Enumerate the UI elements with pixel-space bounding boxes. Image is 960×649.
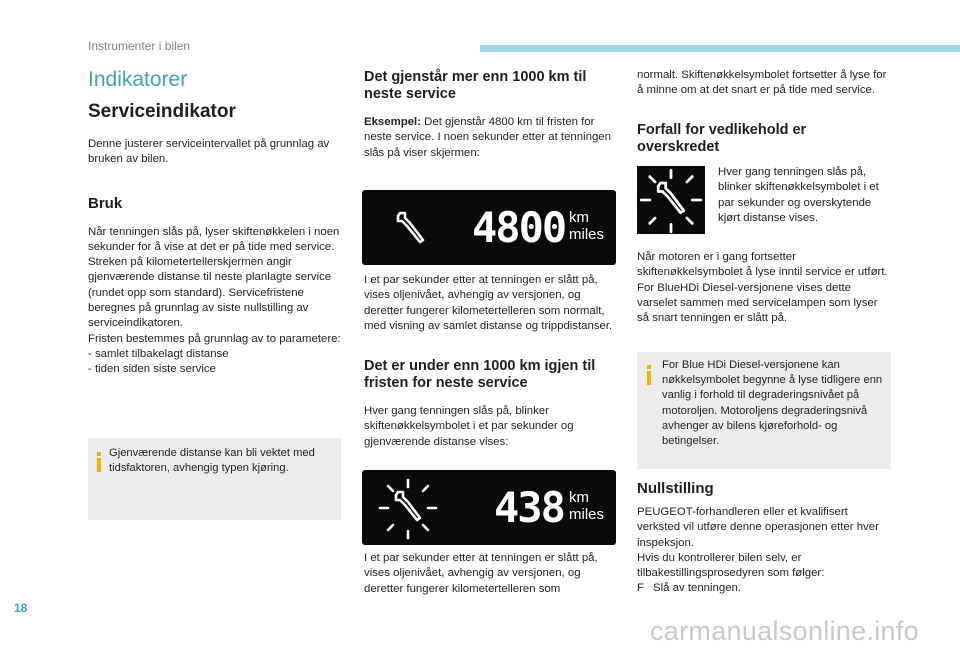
column-3-bottom [637, 480, 892, 597]
info-icon [97, 452, 106, 472]
flashing-wrench-icon [637, 166, 705, 234]
fristen-text: Fristen bestemmes på grunnlag av to parametere: [88, 332, 341, 345]
display-unit-miles: miles [569, 226, 605, 243]
info-text: For Blue HDi Diesel-versjonene kan nøkkelsymbolet begynne å lyse tidligere enn vanlig i forhold til degraderingsnivået på motoroljen. Motoroljens degraderingsnivå avhenger av bilens kjøreforhold- og betingelser. [662, 359, 883, 448]
bruk-heading: Bruk [88, 194, 123, 212]
column-2-bottom [364, 551, 616, 597]
procedure-text: Hvis du kontrollerer bilen selv, er tilbakestillingsprosedyren som følger: [637, 551, 825, 580]
header-bar [480, 45, 960, 52]
bluehdi-text: For BlueHDi Diesel-versjonene vises dette varselet sammen med servicelampen som lyser så snart tenningen er slått på. [637, 281, 878, 325]
column-2-middle [364, 273, 616, 450]
engine-running-text: Når motoren er i gang fortsetter skiftenøkkelsymbolet å lyse inntil service er utført. [637, 251, 888, 279]
page-title: Indikatorer [88, 68, 188, 91]
list-item: - samlet tilbakelagt distanse [88, 347, 229, 360]
example-text [364, 115, 616, 161]
display-value: 4800 [472, 203, 566, 252]
column-1 [88, 66, 343, 378]
step-marker: F [637, 582, 644, 595]
info-icon [647, 365, 656, 385]
display-unit-miles: miles [569, 506, 605, 523]
heading-under-1000: Det er under enn 1000 km igjen til fristen for neste service [364, 358, 596, 392]
watermark: carmanualsonline.info [650, 616, 919, 646]
heading-over-1000: Det gjenstår mer enn 1000 km til neste service [364, 69, 587, 102]
column-3-middle [637, 250, 892, 326]
intro-text: Denne justerer serviceintervallet på grunnlag av bruken av bilen. [88, 138, 330, 166]
display-value: 438 [494, 483, 564, 532]
example-label: Eksempel: [364, 116, 421, 128]
info-text: Gjenværende distanse kan bli vektet med tidsfaktoren, avhengig typen kjøring. [109, 447, 315, 475]
heading-overdue: Forfall for vedlikehold er overskredet [637, 121, 807, 155]
step-item [637, 581, 892, 596]
wrench-icon [394, 209, 430, 245]
display-4800 [362, 190, 616, 265]
section-title: Serviceindikator [88, 101, 236, 122]
info-box [88, 438, 341, 520]
step-text: Slå av tenningen. [653, 582, 742, 595]
bruk-text: Når tenningen slås på, lyser skiftenøkkelen i noen sekunder for å vise at det er på tide med service. Streken på kilometertellerskjermen angir gjenværende distanse til neste planlagte service (rundet opp som standard). Servicefristene beregnes på grunnlag av siste nullstilling av serviceindikatoren. [88, 225, 340, 330]
display-unit-km: km [569, 489, 589, 506]
info-box [637, 352, 891, 469]
lamp-text: Hver gang tenningen slås på, blinker skiftenøkkelsymbolet i et par sekunder og overskytende kjørt distanse vises. [718, 166, 879, 224]
list-item: - tiden siden siste service [88, 363, 216, 376]
service-lamp [637, 166, 705, 234]
page-number: 18 [14, 601, 28, 615]
display-unit-km: km [569, 209, 589, 226]
column-2 [364, 66, 616, 161]
section-label: Instrumenter i bilen [88, 39, 191, 53]
lamp-text-block [718, 165, 893, 226]
column-3 [637, 66, 892, 156]
flashing-wrench-icon [376, 476, 440, 540]
display-438 [362, 470, 616, 545]
dealer-text: PEUGEOT-forhandleren eller et kvalifisert verksted vil utføre denne operasjonen etter hver inspeksjon. [637, 506, 879, 549]
flash-text: Hver gang tenningen slås på, blinker skiftenøkkelsymbolet i et par sekunder og gjenværende distanse vises: [364, 405, 574, 448]
continued-text: normalt. Skiftenøkkelsymbolet fortsetter å lyse for å minne om at det snart er på tide med service. [637, 69, 887, 97]
oil-level-text-2: I et par sekunder etter at tenningen er slått på, vises oljenivået, avhengig av versjonen, og deretter fungerer kilometertelleren som [364, 552, 598, 595]
example-body: Det gjenstår 4800 km til fristen for neste service. I noen sekunder etter at tenningen slås på viser skjermen: [364, 116, 611, 159]
oil-level-text: I et par sekunder etter at tenningen er slått på, vises oljenivået, avhengig av versjonen, og deretter fungerer kilometertelleren som normalt, med visning av samlet distanse og trippdistanser. [364, 274, 613, 332]
nullstilling-heading: Nullstilling [637, 480, 714, 497]
